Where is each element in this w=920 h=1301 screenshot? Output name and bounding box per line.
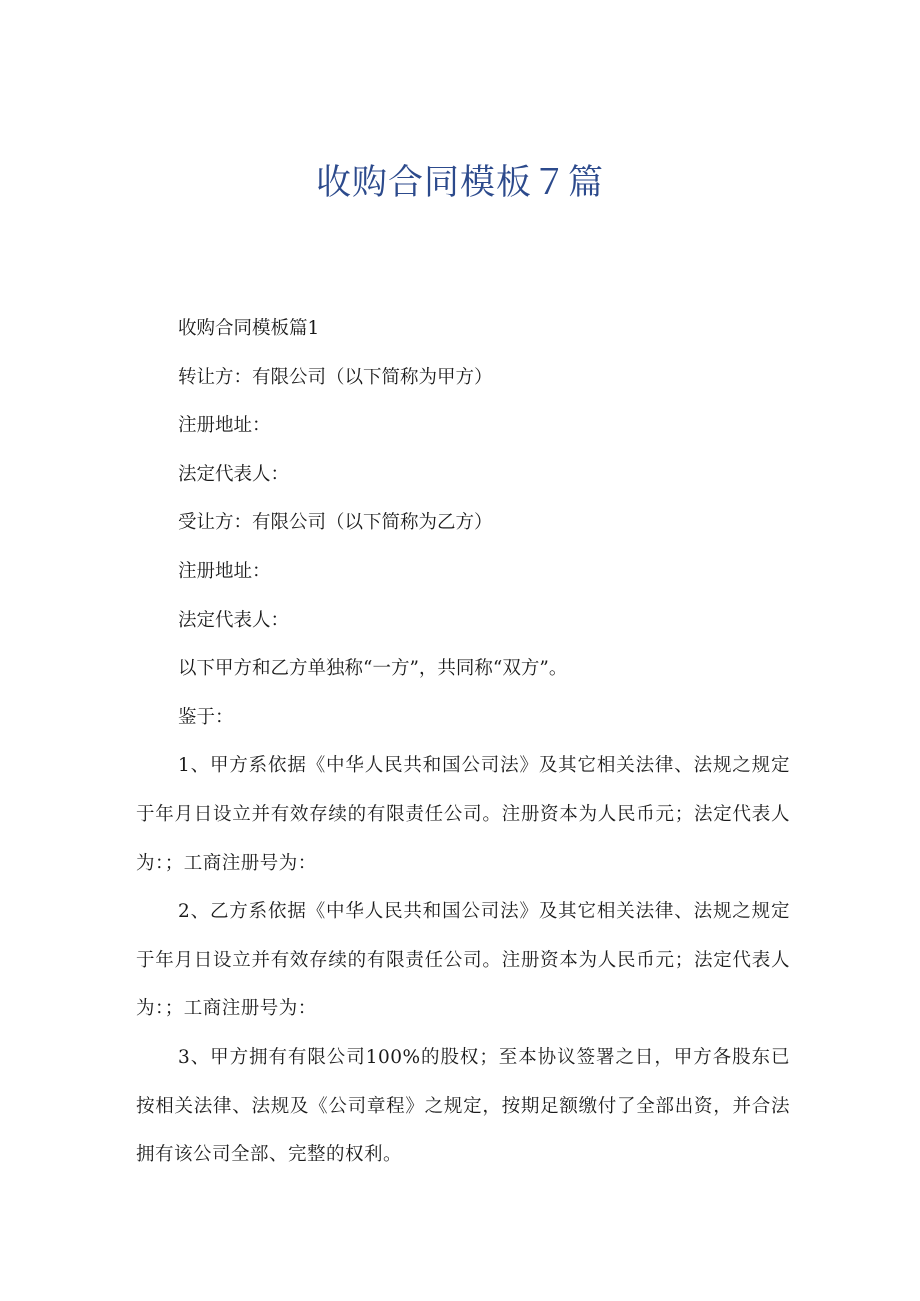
whereas-line: 鉴于： bbox=[178, 706, 234, 728]
transferor-representative-line: 法定代表人： bbox=[178, 463, 290, 485]
transferor-address-line: 注册地址： bbox=[178, 415, 271, 437]
section-heading: 收购合同模板篇1 bbox=[178, 318, 320, 339]
transferee-representative-line: 法定代表人： bbox=[178, 609, 290, 631]
document-title: 收购合同模板７篇 bbox=[315, 163, 604, 203]
recital-paragraph-3: 3、甲方拥有有限公司100%的股权；至本协议签署之日，甲方各股东已按相关法律、法规及《公司章程》之规定，按期足额缴付了全部出资，并合法拥有该公司全部、完整的权利。 bbox=[136, 1046, 790, 1166]
recital-paragraph-2: 2、乙方系依据《中华人民共和国公司法》及其它相关法律、法规之规定于年月日设立并有效存续的有限责任公司。注册资本为人民币元；法定代表人为：；工商注册号为： bbox=[136, 901, 790, 1020]
document-body bbox=[136, 305, 790, 1180]
transferee-line: 受让方：有限公司（以下简称为乙方） bbox=[178, 512, 493, 534]
parties-definition-line: 以下甲方和乙方单独称“一方”，共同称“双方”。 bbox=[178, 658, 568, 680]
transferee-address-line: 注册地址： bbox=[178, 560, 271, 582]
transferor-line: 转让方：有限公司（以下简称为甲方） bbox=[178, 366, 493, 388]
recital-paragraph-1: 1、甲方系依据《中华人民共和国公司法》及其它相关法律、法规之规定于年月日设立并有效存续的有限责任公司。注册资本为人民币元；法定代表人为：；工商注册号为： bbox=[136, 755, 790, 874]
